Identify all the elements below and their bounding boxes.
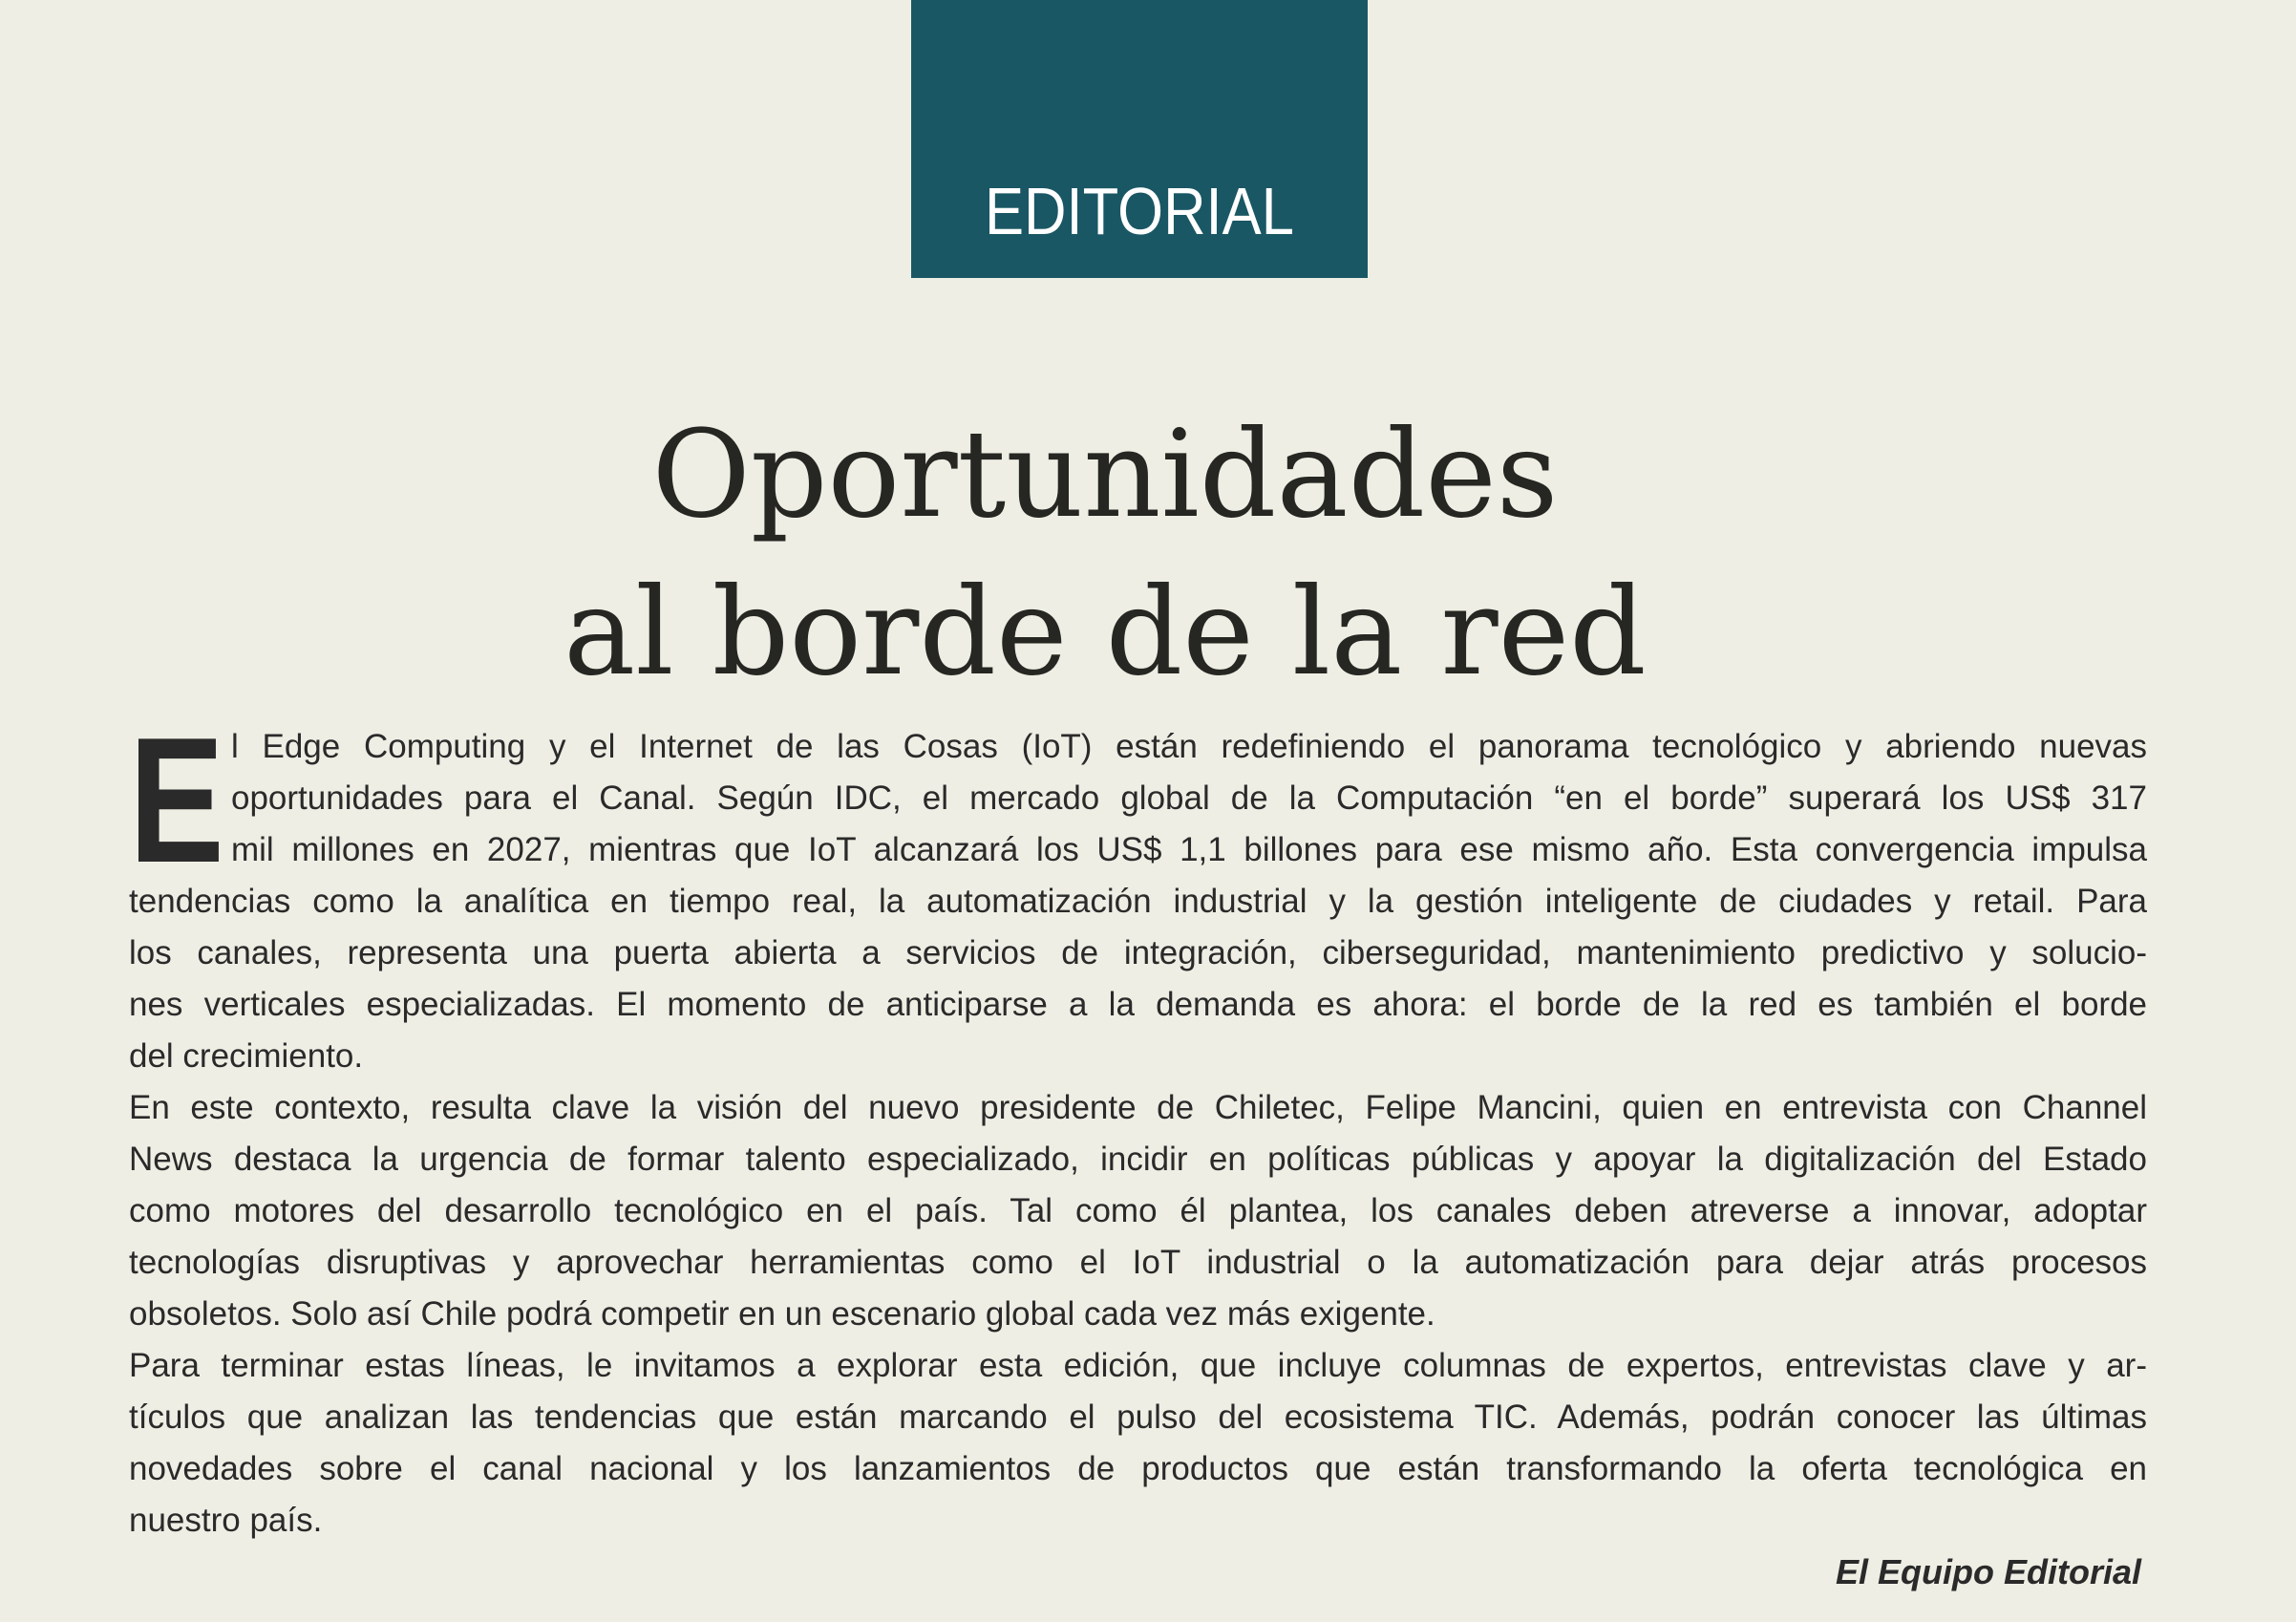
body-line: mil millones en 2027, mientras que IoT alcanzará los US$ 1,1 billones para ese mismo año. Esta convergencia impulsa [231, 831, 2147, 868]
body-line: l Edge Computing y el Internet de las Cosas (IoT) están redefiniendo el panorama tecnológico y abriendo nuevas [231, 728, 2147, 765]
body-line: oportunidades para el Canal. Según IDC, el mercado global de la Computación “en el borde” superará los US$ 317 [231, 779, 2147, 817]
body-line: tículos que analizan las tendencias que están marcando el pulso del ecosistema TIC. Además, podrán conocer las últimas [129, 1398, 2147, 1436]
paragraph-1 [129, 721, 2147, 1082]
title-line-1: Oportunidades [651, 404, 1559, 544]
body-line: novedades sobre el canal nacional y los lanzamientos de productos que están transformando la oferta tecnológica en [129, 1450, 2147, 1487]
body-line: tecnologías disruptivas y aprovechar herramientas como el IoT industrial o la automatización para dejar atrás procesos [129, 1244, 2147, 1281]
paragraph-3 [129, 1340, 2147, 1547]
body-line: nes verticales especializadas. El momento de anticiparse a la demanda es ahora: el borde de la red es también el borde [129, 986, 2147, 1023]
section-banner [911, 0, 1368, 278]
body-line: del crecimiento. [129, 1037, 364, 1075]
article-body [129, 721, 2147, 1598]
body-line: Para terminar estas líneas, le invitamos a explorar esta edición, que incluye columnas de expertos, entrevistas clave y ar- [129, 1347, 2147, 1384]
drop-cap: E [129, 700, 224, 900]
article-title [0, 395, 2210, 711]
signature: El Equipo Editorial [1835, 1552, 2141, 1591]
body-line: como motores del desarrollo tecnológico en el país. Tal como él plantea, los canales deben atreverse a innovar, adoptar [129, 1192, 2147, 1229]
body-line: News destaca la urgencia de formar talento especializado, incidir en políticas públicas y apoyar la digitalización del Estado [129, 1141, 2147, 1178]
body-line: En este contexto, resulta clave la visión del nuevo presidente de Chiletec, Felipe Mancini, quien en entrevista con Channel [129, 1089, 2147, 1126]
body-line: obsoletos. Solo así Chile podrá competir en un escenario global cada vez más exigente. [129, 1295, 1435, 1333]
title-line-2: al borde de la red [563, 562, 1647, 702]
body-line: tendencias como la analítica en tiempo real, la automatización industrial y la gestión inteligente de ciudades y retail. Para [129, 883, 2147, 920]
body-line: los canales, representa una puerta abierta a servicios de integración, ciberseguridad, mantenimiento predictivo y solucio- [129, 934, 2147, 971]
paragraph-2 [129, 1082, 2147, 1340]
section-label: EDITORIAL [984, 174, 1295, 248]
body-line: nuestro país. [129, 1502, 323, 1539]
